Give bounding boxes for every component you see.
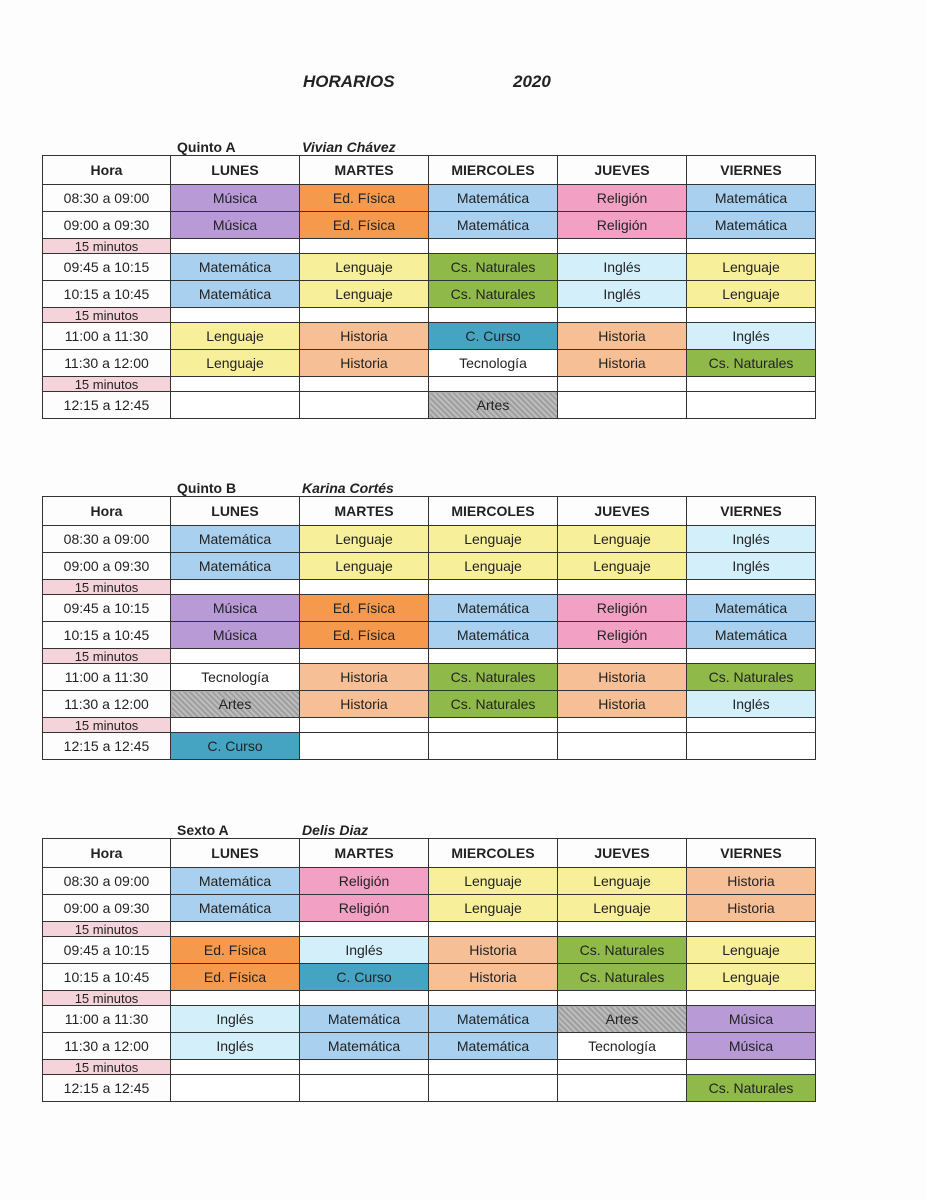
time-slot-row bbox=[43, 595, 816, 622]
subject-cell: C. Curso bbox=[300, 964, 429, 991]
subject-cell: Lenguaje bbox=[171, 350, 300, 377]
subject-cell: Música bbox=[171, 212, 300, 239]
subject-cell bbox=[687, 718, 816, 733]
subject-cell: Inglés bbox=[171, 1033, 300, 1060]
subject-cell: Lenguaje bbox=[687, 281, 816, 308]
subject-cell bbox=[300, 1060, 429, 1075]
hour-cell: 11:30 a 12:00 bbox=[43, 691, 171, 718]
subject-cell: Ed. Física bbox=[300, 185, 429, 212]
day-header: MARTES bbox=[300, 156, 429, 185]
time-slot-row bbox=[43, 691, 816, 718]
hour-cell: 09:00 a 09:30 bbox=[43, 553, 171, 580]
day-header: MARTES bbox=[300, 839, 429, 868]
subject-cell bbox=[558, 239, 687, 254]
subject-cell: Música bbox=[687, 1006, 816, 1033]
time-slot-row bbox=[43, 281, 816, 308]
subject-cell bbox=[429, 239, 558, 254]
subject-cell: Música bbox=[171, 622, 300, 649]
schedule-table bbox=[42, 155, 816, 419]
break-row bbox=[43, 649, 816, 664]
break-row bbox=[43, 991, 816, 1006]
subject-cell bbox=[429, 308, 558, 323]
subject-cell bbox=[429, 649, 558, 664]
subject-cell: Matemática bbox=[171, 895, 300, 922]
subject-cell: Lenguaje bbox=[429, 868, 558, 895]
hour-cell: 10:15 a 10:45 bbox=[43, 964, 171, 991]
subject-cell bbox=[558, 718, 687, 733]
subject-cell: Historia bbox=[558, 664, 687, 691]
subject-cell: Música bbox=[171, 595, 300, 622]
subject-cell: Matemática bbox=[429, 595, 558, 622]
subject-cell bbox=[171, 392, 300, 419]
subject-cell: Lenguaje bbox=[300, 254, 429, 281]
subject-cell: Historia bbox=[687, 895, 816, 922]
time-slot-row bbox=[43, 964, 816, 991]
subject-cell: Matemática bbox=[171, 868, 300, 895]
subject-cell: Historia bbox=[300, 691, 429, 718]
break-row bbox=[43, 922, 816, 937]
subject-cell: Lenguaje bbox=[687, 964, 816, 991]
schedule-table bbox=[42, 496, 816, 760]
break-row bbox=[43, 308, 816, 323]
break-label: 15 minutos bbox=[43, 922, 171, 937]
subject-cell: Artes bbox=[429, 392, 558, 419]
subject-cell bbox=[171, 377, 300, 392]
subject-cell: Matemática bbox=[171, 526, 300, 553]
subject-cell bbox=[558, 1075, 687, 1102]
subject-cell bbox=[687, 308, 816, 323]
time-slot-row bbox=[43, 1033, 816, 1060]
day-header: JUEVES bbox=[558, 497, 687, 526]
subject-cell: Historia bbox=[300, 664, 429, 691]
group-name: Quinto A bbox=[177, 139, 236, 155]
subject-cell: Música bbox=[171, 185, 300, 212]
time-slot-row bbox=[43, 185, 816, 212]
subject-cell bbox=[300, 308, 429, 323]
subject-cell bbox=[687, 733, 816, 760]
subject-cell bbox=[300, 991, 429, 1006]
teacher-name: Karina Cortés bbox=[302, 480, 394, 496]
hour-column-header: Hora bbox=[43, 156, 171, 185]
teacher-name: Vivian Chávez bbox=[302, 139, 396, 155]
subject-cell bbox=[300, 580, 429, 595]
hour-cell: 09:45 a 10:15 bbox=[43, 595, 171, 622]
subject-cell: Ed. Física bbox=[300, 595, 429, 622]
hour-cell: 09:45 a 10:15 bbox=[43, 937, 171, 964]
subject-cell bbox=[558, 733, 687, 760]
subject-cell: Artes bbox=[558, 1006, 687, 1033]
time-slot-row bbox=[43, 664, 816, 691]
subject-cell: Inglés bbox=[687, 526, 816, 553]
hour-cell: 10:15 a 10:45 bbox=[43, 622, 171, 649]
subject-cell: C. Curso bbox=[429, 323, 558, 350]
time-slot-row bbox=[43, 392, 816, 419]
subject-cell bbox=[429, 1075, 558, 1102]
title-text: HORARIOS bbox=[303, 72, 395, 91]
subject-cell bbox=[558, 308, 687, 323]
subject-cell: Cs. Naturales bbox=[558, 964, 687, 991]
time-slot-row bbox=[43, 937, 816, 964]
subject-cell: Historia bbox=[558, 691, 687, 718]
subject-cell bbox=[429, 922, 558, 937]
subject-cell: Inglés bbox=[687, 553, 816, 580]
break-label: 15 minutos bbox=[43, 649, 171, 664]
header-row bbox=[43, 156, 816, 185]
subject-cell: Lenguaje bbox=[558, 553, 687, 580]
subject-cell: Matemática bbox=[300, 1033, 429, 1060]
title-year: 2020 bbox=[513, 72, 551, 91]
subject-cell: Cs. Naturales bbox=[687, 1075, 816, 1102]
header-row bbox=[43, 497, 816, 526]
day-header: MIERCOLES bbox=[429, 839, 558, 868]
subject-cell bbox=[171, 1075, 300, 1102]
time-slot-row bbox=[43, 1006, 816, 1033]
subject-cell: Historia bbox=[300, 323, 429, 350]
subject-cell: Matemática bbox=[429, 1006, 558, 1033]
hour-cell: 09:00 a 09:30 bbox=[43, 895, 171, 922]
group-name: Sexto A bbox=[177, 822, 229, 838]
subject-cell: Ed. Física bbox=[300, 212, 429, 239]
subject-cell: Historia bbox=[687, 868, 816, 895]
subject-cell: Matemática bbox=[429, 185, 558, 212]
subject-cell: Religión bbox=[300, 868, 429, 895]
time-slot-row bbox=[43, 254, 816, 281]
break-row bbox=[43, 580, 816, 595]
teacher-name: Delis Diaz bbox=[302, 822, 369, 838]
hour-column-header: Hora bbox=[43, 497, 171, 526]
subject-cell: Religión bbox=[300, 895, 429, 922]
subject-cell bbox=[687, 392, 816, 419]
time-slot-row bbox=[43, 350, 816, 377]
subject-cell: Inglés bbox=[558, 281, 687, 308]
subject-cell bbox=[429, 580, 558, 595]
subject-cell bbox=[687, 649, 816, 664]
subject-cell: Lenguaje bbox=[687, 254, 816, 281]
subject-cell: Inglés bbox=[558, 254, 687, 281]
time-slot-row bbox=[43, 733, 816, 760]
hour-cell: 09:45 a 10:15 bbox=[43, 254, 171, 281]
subject-cell: Lenguaje bbox=[300, 526, 429, 553]
day-header: LUNES bbox=[171, 497, 300, 526]
subject-cell bbox=[429, 733, 558, 760]
subject-cell bbox=[300, 392, 429, 419]
hour-cell: 08:30 a 09:00 bbox=[43, 526, 171, 553]
subject-cell bbox=[171, 718, 300, 733]
break-label: 15 minutos bbox=[43, 718, 171, 733]
subject-cell: Lenguaje bbox=[558, 868, 687, 895]
subject-cell bbox=[558, 649, 687, 664]
subject-cell: Inglés bbox=[687, 691, 816, 718]
subject-cell: Cs. Naturales bbox=[687, 350, 816, 377]
subject-cell bbox=[429, 718, 558, 733]
day-header: MIERCOLES bbox=[429, 497, 558, 526]
subject-cell: Historia bbox=[558, 323, 687, 350]
subject-cell: Lenguaje bbox=[429, 895, 558, 922]
time-slot-row bbox=[43, 1075, 816, 1102]
subject-cell: Religión bbox=[558, 622, 687, 649]
subject-cell: Lenguaje bbox=[171, 323, 300, 350]
subject-cell bbox=[687, 377, 816, 392]
break-label: 15 minutos bbox=[43, 1060, 171, 1075]
day-header: JUEVES bbox=[558, 156, 687, 185]
subject-cell: Cs. Naturales bbox=[687, 664, 816, 691]
hour-cell: 09:00 a 09:30 bbox=[43, 212, 171, 239]
subject-cell: Religión bbox=[558, 212, 687, 239]
break-row bbox=[43, 718, 816, 733]
subject-cell bbox=[687, 922, 816, 937]
break-label: 15 minutos bbox=[43, 308, 171, 323]
hour-column-header: Hora bbox=[43, 839, 171, 868]
subject-cell bbox=[687, 580, 816, 595]
hour-cell: 12:15 a 12:45 bbox=[43, 1075, 171, 1102]
break-row bbox=[43, 239, 816, 254]
day-header: VIERNES bbox=[687, 497, 816, 526]
subject-cell: Matemática bbox=[687, 622, 816, 649]
subject-cell bbox=[300, 718, 429, 733]
subject-cell: Inglés bbox=[300, 937, 429, 964]
time-slot-row bbox=[43, 323, 816, 350]
hour-cell: 08:30 a 09:00 bbox=[43, 868, 171, 895]
subject-cell bbox=[429, 377, 558, 392]
day-header: LUNES bbox=[171, 839, 300, 868]
subject-cell bbox=[300, 649, 429, 664]
subject-cell: Historia bbox=[300, 350, 429, 377]
subject-cell bbox=[558, 922, 687, 937]
hour-cell: 08:30 a 09:00 bbox=[43, 185, 171, 212]
subject-cell: Tecnología bbox=[171, 664, 300, 691]
hour-cell: 10:15 a 10:45 bbox=[43, 281, 171, 308]
subject-cell bbox=[171, 1060, 300, 1075]
subject-cell bbox=[300, 377, 429, 392]
subject-cell: Ed. Física bbox=[171, 937, 300, 964]
subject-cell bbox=[429, 1060, 558, 1075]
subject-cell bbox=[429, 991, 558, 1006]
subject-cell: Lenguaje bbox=[429, 526, 558, 553]
break-row bbox=[43, 377, 816, 392]
group-name: Quinto B bbox=[177, 480, 237, 496]
subject-cell: Matemática bbox=[429, 212, 558, 239]
subject-cell: Artes bbox=[171, 691, 300, 718]
subject-cell bbox=[558, 377, 687, 392]
subject-cell: Matemática bbox=[300, 1006, 429, 1033]
hour-cell: 11:00 a 11:30 bbox=[43, 664, 171, 691]
break-label: 15 minutos bbox=[43, 580, 171, 595]
subject-cell: Cs. Naturales bbox=[429, 254, 558, 281]
subject-cell: Matemática bbox=[429, 1033, 558, 1060]
subject-cell: Matemática bbox=[687, 595, 816, 622]
break-label: 15 minutos bbox=[43, 991, 171, 1006]
hour-cell: 11:00 a 11:30 bbox=[43, 323, 171, 350]
subject-cell bbox=[300, 239, 429, 254]
subject-cell: Tecnología bbox=[558, 1033, 687, 1060]
subject-cell: Tecnología bbox=[429, 350, 558, 377]
subject-cell bbox=[171, 922, 300, 937]
subject-cell bbox=[171, 649, 300, 664]
subject-cell: Matemática bbox=[171, 553, 300, 580]
day-header: JUEVES bbox=[558, 839, 687, 868]
subject-cell: Cs. Naturales bbox=[558, 937, 687, 964]
subject-cell bbox=[558, 580, 687, 595]
subject-cell: Cs. Naturales bbox=[429, 281, 558, 308]
subject-cell: Inglés bbox=[687, 323, 816, 350]
subject-cell bbox=[687, 239, 816, 254]
time-slot-row bbox=[43, 895, 816, 922]
subject-cell: Música bbox=[687, 1033, 816, 1060]
time-slot-row bbox=[43, 622, 816, 649]
subject-cell: Historia bbox=[558, 350, 687, 377]
subject-cell: Cs. Naturales bbox=[429, 691, 558, 718]
day-header: MARTES bbox=[300, 497, 429, 526]
break-row bbox=[43, 1060, 816, 1075]
subject-cell: Matemática bbox=[687, 212, 816, 239]
subject-cell: Matemática bbox=[429, 622, 558, 649]
subject-cell bbox=[171, 991, 300, 1006]
header-row bbox=[43, 839, 816, 868]
subject-cell: Matemática bbox=[171, 281, 300, 308]
day-header: VIERNES bbox=[687, 839, 816, 868]
document-title bbox=[0, 72, 927, 94]
hour-cell: 11:00 a 11:30 bbox=[43, 1006, 171, 1033]
subject-cell: Matemática bbox=[171, 254, 300, 281]
time-slot-row bbox=[43, 526, 816, 553]
subject-cell: Religión bbox=[558, 185, 687, 212]
subject-cell bbox=[171, 308, 300, 323]
subject-cell bbox=[558, 392, 687, 419]
subject-cell: Lenguaje bbox=[687, 937, 816, 964]
hour-cell: 11:30 a 12:00 bbox=[43, 1033, 171, 1060]
time-slot-row bbox=[43, 868, 816, 895]
time-slot-row bbox=[43, 553, 816, 580]
hour-cell: 11:30 a 12:00 bbox=[43, 350, 171, 377]
subject-cell: C. Curso bbox=[171, 733, 300, 760]
subject-cell bbox=[300, 922, 429, 937]
subject-cell bbox=[687, 1060, 816, 1075]
subject-cell: Historia bbox=[429, 964, 558, 991]
break-label: 15 minutos bbox=[43, 377, 171, 392]
subject-cell: Lenguaje bbox=[300, 281, 429, 308]
subject-cell: Historia bbox=[429, 937, 558, 964]
subject-cell bbox=[171, 580, 300, 595]
schedule-table bbox=[42, 838, 816, 1102]
subject-cell: Matemática bbox=[687, 185, 816, 212]
subject-cell: Lenguaje bbox=[558, 895, 687, 922]
break-label: 15 minutos bbox=[43, 239, 171, 254]
subject-cell bbox=[300, 1075, 429, 1102]
subject-cell bbox=[558, 991, 687, 1006]
subject-cell: Ed. Física bbox=[300, 622, 429, 649]
day-header: LUNES bbox=[171, 156, 300, 185]
subject-cell: Cs. Naturales bbox=[429, 664, 558, 691]
subject-cell bbox=[171, 239, 300, 254]
time-slot-row bbox=[43, 212, 816, 239]
day-header: MIERCOLES bbox=[429, 156, 558, 185]
subject-cell bbox=[300, 733, 429, 760]
subject-cell bbox=[687, 991, 816, 1006]
subject-cell: Inglés bbox=[171, 1006, 300, 1033]
subject-cell: Lenguaje bbox=[558, 526, 687, 553]
subject-cell: Ed. Física bbox=[171, 964, 300, 991]
subject-cell bbox=[558, 1060, 687, 1075]
subject-cell: Lenguaje bbox=[300, 553, 429, 580]
hour-cell: 12:15 a 12:45 bbox=[43, 392, 171, 419]
subject-cell: Lenguaje bbox=[429, 553, 558, 580]
subject-cell: Religión bbox=[558, 595, 687, 622]
hour-cell: 12:15 a 12:45 bbox=[43, 733, 171, 760]
day-header: VIERNES bbox=[687, 156, 816, 185]
